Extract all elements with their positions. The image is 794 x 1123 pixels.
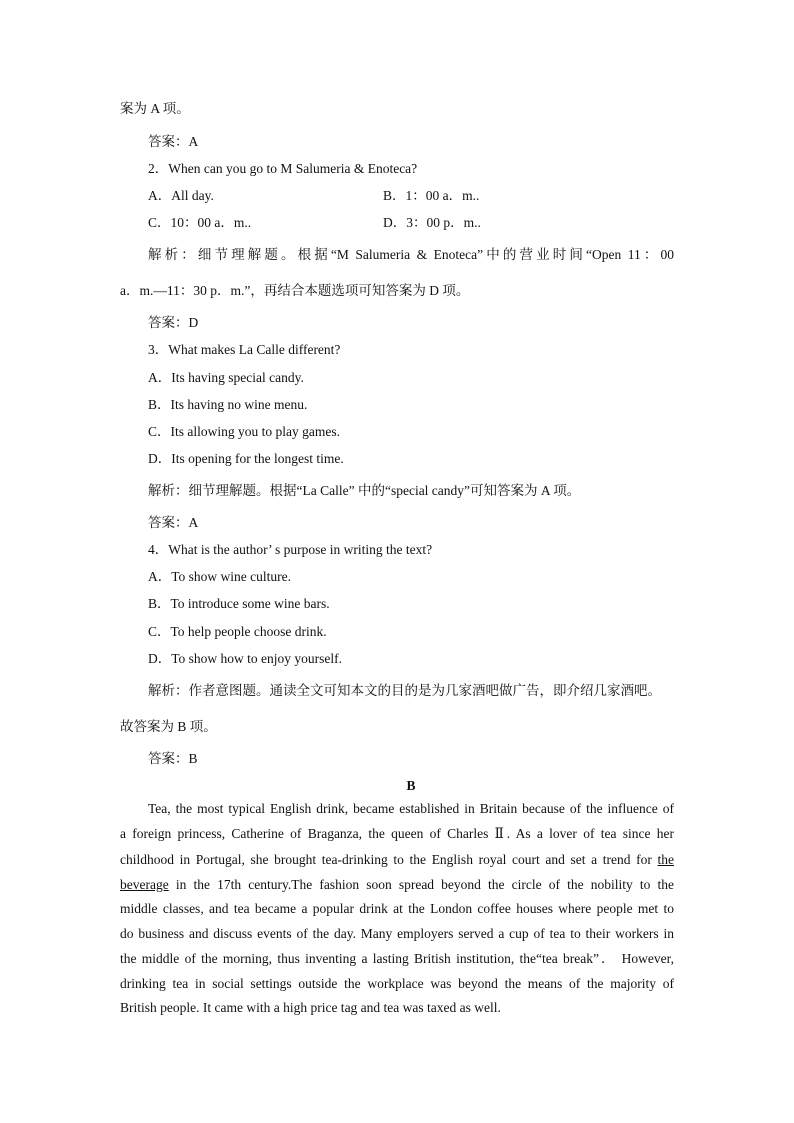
q3-answer: 答案：A (148, 515, 199, 530)
q4-explanation-line2: 故答案为 B 项。 (120, 719, 217, 734)
q2-explanation-line2: a．m.—11：30 p．m.”，再结合本题选项可知答案为 D 项。 (120, 283, 470, 298)
q4-stem: 4．What is the author’ s purpose in writing the text? (148, 542, 433, 557)
q2-stem: 2．When can you go to M Salumeria & Enoteca? (148, 161, 418, 176)
answer1-label: 答案：A (148, 134, 199, 149)
q4-explanation-line1: 解析：作者意图题。通读全文可知本文的目的是为几家酒吧做广告，即介绍几家酒吧。 (148, 683, 661, 698)
q3-option-d: D．Its opening for the longest time. (148, 451, 344, 466)
q2-option-c: C．10：00 a．m.. (148, 215, 252, 230)
passage-line-3-text: childhood in Portugal, she brought tea-drinking to the English royal court and set a trend for (120, 852, 652, 867)
q4-option-d: D．To show how to enjoy yourself. (148, 651, 343, 666)
q3-option-b: B．Its having no wine menu. (148, 397, 308, 412)
passage-line-4-text: in the 17th century.The fashion soon spread beyond the circle of the nobility to the (175, 877, 675, 892)
q3-stem: 3．What makes La Calle different? (148, 342, 341, 357)
section-b-heading: B (406, 778, 416, 793)
q2-option-b: B．1：00 a．m.. (383, 188, 480, 203)
passage-line-3 (120, 851, 674, 869)
q2-option-a: A．All day. (148, 188, 214, 203)
q4-option-b: B．To introduce some wine bars. (148, 596, 330, 611)
q3-explanation: 解析：细节理解题。根据“La Calle” 中的“special candy”可知答案为 A 项。 (148, 483, 581, 498)
passage-line-4 (120, 876, 674, 894)
q2-answer: 答案：D (148, 315, 199, 330)
q4-option-a: A．To show wine culture. (148, 569, 292, 584)
underlined-the: the (657, 852, 674, 867)
passage-line-5: middle classes, and tea became a popular drink at the London coffee houses where people met to (120, 901, 674, 916)
passage-line-9: British people. It came with a high price tag and tea was taxed as well. (120, 1000, 501, 1015)
q3-option-a: A．Its having special candy. (148, 370, 304, 385)
passage-line-8: drinking tea in social settings outside the workplace was beyond the means of the majority of (120, 976, 674, 991)
underlined-beverage: beverage (120, 877, 169, 892)
q4-option-c: C．To help people choose drink. (148, 624, 327, 639)
passage-line-7: the middle of the morning, thus inventing a lasting British institution, the“tea break”． However, (120, 951, 674, 966)
q2-option-d: D．3：00 p．m.. (383, 215, 481, 230)
q4-answer: 答案：B (148, 751, 198, 766)
q3-option-c: C．Its allowing you to play games. (148, 424, 340, 439)
passage-line-1: Tea, the most typical English drink, became established in Britain because of the influence of (148, 801, 674, 816)
answer1-explanation-tail: 案为 A 项。 (120, 101, 190, 116)
q2-explanation-line1: 解析：细节理解题。根据“M Salumeria & Enoteca”中的营业时间“Open 11：00 (148, 247, 674, 262)
passage-line-6: do business and discuss events of the day. Many employers served a cup of tea to their workers in (120, 926, 674, 941)
passage-line-2: a foreign princess, Catherine of Braganza, the queen of Charles Ⅱ. As a lover of tea since her (120, 826, 674, 841)
